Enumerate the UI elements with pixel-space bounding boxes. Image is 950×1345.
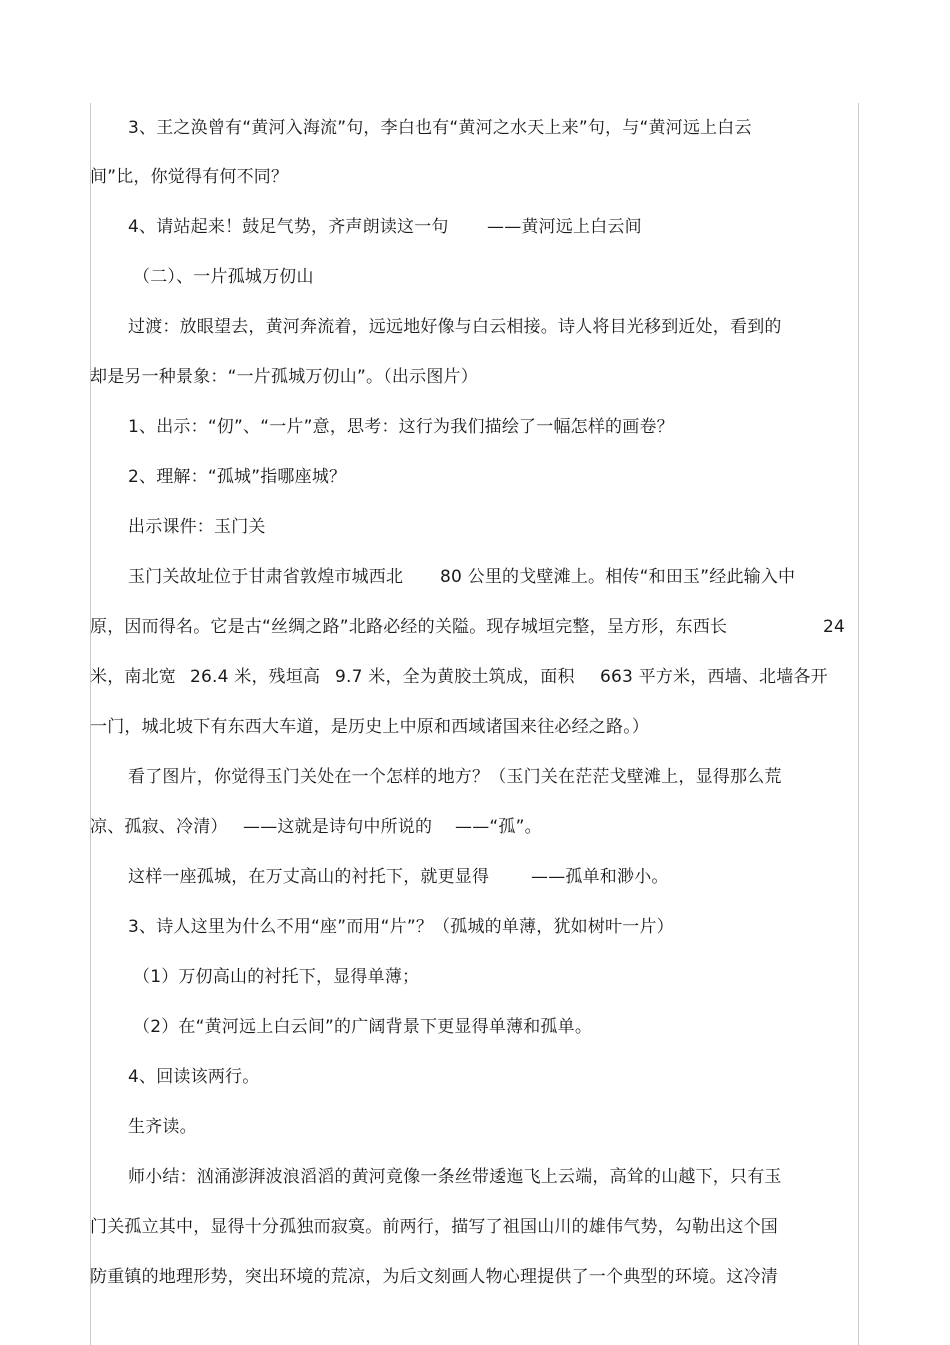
paragraph-line: 9.7 米，全为黄胶土筑成，面积: [335, 667, 575, 687]
paragraph-line: 80 公里的戈壁滩上。相传“和田玉”经此输入中: [440, 567, 796, 587]
paragraph-line: 3、王之涣曾有“黄河入海流”句，李白也有“黄河之水天上来”句，与“黄河远上白云: [128, 118, 752, 138]
paragraph-line: 26.4 米，残垣高: [190, 667, 321, 687]
paragraph-line: ——孤单和渺小。: [531, 867, 669, 887]
paragraph-line: 24: [823, 617, 846, 637]
paragraph-line: 门关孤立其中，显得十分孤独而寂寞。前两行，描写了祖国山川的雄伟气势，勾勒出这个国: [90, 1217, 778, 1237]
paragraph-line: 4、回读该两行。: [128, 1067, 260, 1087]
paragraph-line: 过渡：放眼望去，黄河奔流着，远远地好像与白云相接。诗人将目光移到近处，看到的: [128, 317, 782, 337]
paragraph-line: 米，南北宽: [90, 667, 176, 687]
paragraph-line: 663 平方米，西墙、北墙各开: [600, 667, 828, 687]
paragraph-line: （1）万仞高山的衬托下，显得单薄；: [133, 967, 420, 987]
page-border-right: [858, 103, 859, 1345]
paragraph-line: 玉门关故址位于甘肃省敦煌市城西北: [128, 567, 404, 587]
paragraph-line: 生齐读。: [128, 1117, 197, 1137]
section-heading: （二）、一片孤城万仞山: [133, 267, 314, 287]
paragraph-line: 师小结：汹涌澎湃波浪滔滔的黄河竟像一条丝带逶迤飞上云端，高耸的山越下，只有玉: [128, 1167, 782, 1187]
paragraph-line: 1、出示：“仞”、“一片”意，思考：这行为我们描绘了一幅怎样的画卷？: [128, 417, 674, 437]
paragraph-line: ——黄河远上白云间: [487, 217, 642, 237]
paragraph-line: 出示课件：玉门关: [128, 517, 266, 537]
paragraph-line: 防重镇的地理形势，突出环境的荒凉，为后文刻画人物心理提供了一个典型的环境。这冷清: [90, 1267, 778, 1287]
paragraph-line: 一门，城北坡下有东西大车道，是历史上中原和西域诸国来往必经之路。）: [90, 717, 650, 737]
paragraph-line: 原，因而得名。它是古“丝绸之路”北路必经的关隘。现存城垣完整，呈方形，东西长: [90, 617, 728, 637]
paragraph-line: 看了图片，你觉得玉门关处在一个怎样的地方？（玉门关在茫茫戈壁滩上，显得那么荒: [128, 767, 782, 787]
paragraph-line: 间”比，你觉得有何不同？: [90, 167, 289, 187]
paragraph-line: ——“孤”。: [455, 817, 542, 837]
paragraph-line: 3、诗人这里为什么不用“座”而用“片”？（孤城的单薄，犹如树叶一片）: [128, 917, 674, 937]
paragraph-line: 2、理解：“孤城”指哪座城？: [128, 467, 347, 487]
paragraph-line: 凉、孤寂、冷清）: [90, 817, 228, 837]
paragraph-line: （2）在“黄河远上白云间”的广阔背景下更显得单薄和孤单。: [133, 1017, 593, 1037]
paragraph-line: 4、请站起来！鼓足气势，齐声朗读这一句: [128, 217, 449, 237]
paragraph-line: 这样一座孤城，在万丈高山的衬托下，就更显得: [128, 867, 490, 887]
paragraph-line: 却是另一种景象：“一片孤城万仞山”。（出示图片）: [90, 367, 478, 387]
paragraph-line: ——这就是诗句中所说的: [243, 817, 433, 837]
